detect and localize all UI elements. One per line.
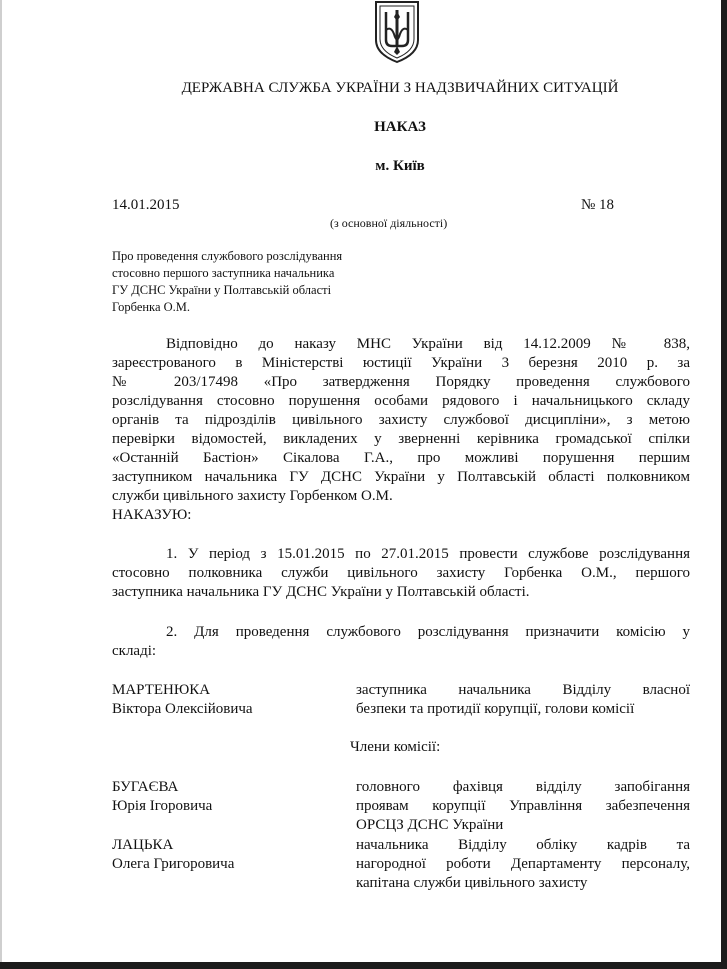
position-line: начальника Відділу обліку кадрів та <box>356 837 690 853</box>
preamble-line: перевірки відомостей, викладених у зверненні керівника громадської спілки <box>112 431 690 447</box>
subject-block <box>112 248 342 316</box>
member-given-name: Олега Григоровича <box>112 856 235 872</box>
member-surname: БУГАЄВА <box>112 779 179 795</box>
order-category: (з основної діяльності) <box>330 216 448 230</box>
page-bottom-border <box>0 962 727 969</box>
preamble-line: «Останній Бастіон» Сікалова Г.А., про можливі порушення першим <box>112 450 690 466</box>
item-line: складі: <box>112 643 157 659</box>
member-position <box>356 836 690 893</box>
position-line: ОРСЦЗ ДСНС України <box>356 817 504 833</box>
chair-position <box>356 681 690 719</box>
position-line: нагородної роботи Департаменту персоналу, <box>356 856 690 872</box>
preamble-line: Відповідно до наказу МНС України від 14.12.2009 № 838, <box>166 336 690 352</box>
position-line: безпеки та протидії корупції, голови комісії <box>356 701 635 717</box>
member-given-name: Юрія Ігоровича <box>112 798 213 814</box>
member-surname: ЛАЦЬКА <box>112 837 174 853</box>
preamble-line: розслідування стосовно порушення особами рядового і начальницького складу <box>112 393 690 409</box>
item-line: 2. Для проведення службового розслідування призначити комісію у <box>166 624 690 640</box>
preamble-line: зареєстрованого в Міністерстві юстиції України 3 березня 2010 р. за <box>112 355 690 371</box>
order-number: № 18 <box>581 197 615 213</box>
organization-title: ДЕРЖАВНА СЛУЖБА УКРАЇНИ З НАДЗВИЧАЙНИХ СИТУАЦІЙ <box>181 80 619 96</box>
page-right-border <box>721 0 727 969</box>
order-date: 14.01.2015 <box>112 197 180 213</box>
subject-line: Горбенка О.М. <box>112 300 191 314</box>
page-left-edge <box>0 0 2 969</box>
document-type-title: НАКАЗ <box>374 119 426 135</box>
position-line: проявам корупції Управління забезпечення <box>356 798 690 814</box>
city-line: м. Київ <box>375 158 425 174</box>
trident-coat-of-arms-icon <box>373 0 421 64</box>
item-line: 1. У період з 15.01.2015 по 27.01.2015 провести службове розслідування <box>166 546 690 562</box>
position-line: заступника начальника Відділу власної <box>356 682 690 698</box>
members-heading: Члени комісії: <box>350 739 441 755</box>
order-word: НАКАЗУЮ: <box>112 507 192 523</box>
position-line: капітана служби цивільного захисту <box>356 875 588 891</box>
preamble-line: служби цивільного захисту Горбенком О.М. <box>112 488 393 504</box>
preamble-line: заступником начальника ГУ ДСНС України у Полтавській області полковником <box>112 469 690 485</box>
member-position <box>356 778 690 835</box>
position-line: головного фахівця відділу запобігання <box>356 779 690 795</box>
subject-line: ГУ ДСНС України у Полтавській області <box>112 283 332 297</box>
preamble-line: органів та підрозділів цивільного захисту службової дисципліни», з метою <box>112 412 690 428</box>
subject-line: стосовно першого заступника начальника <box>112 266 335 280</box>
chair-given-name: Віктора Олексійовича <box>112 701 253 717</box>
item-line: заступника начальника ГУ ДСНС України у Полтавській області. <box>112 584 530 600</box>
preamble-line: № 203/17498 «Про затвердження Порядку проведення службового <box>112 374 690 390</box>
item-line: стосовно полковника служби цивільного захисту Горбенка О.М., першого <box>112 565 690 581</box>
subject-line: Про проведення службового розслідування <box>112 249 343 263</box>
chair-surname: МАРТЕНЮКА <box>112 682 211 698</box>
